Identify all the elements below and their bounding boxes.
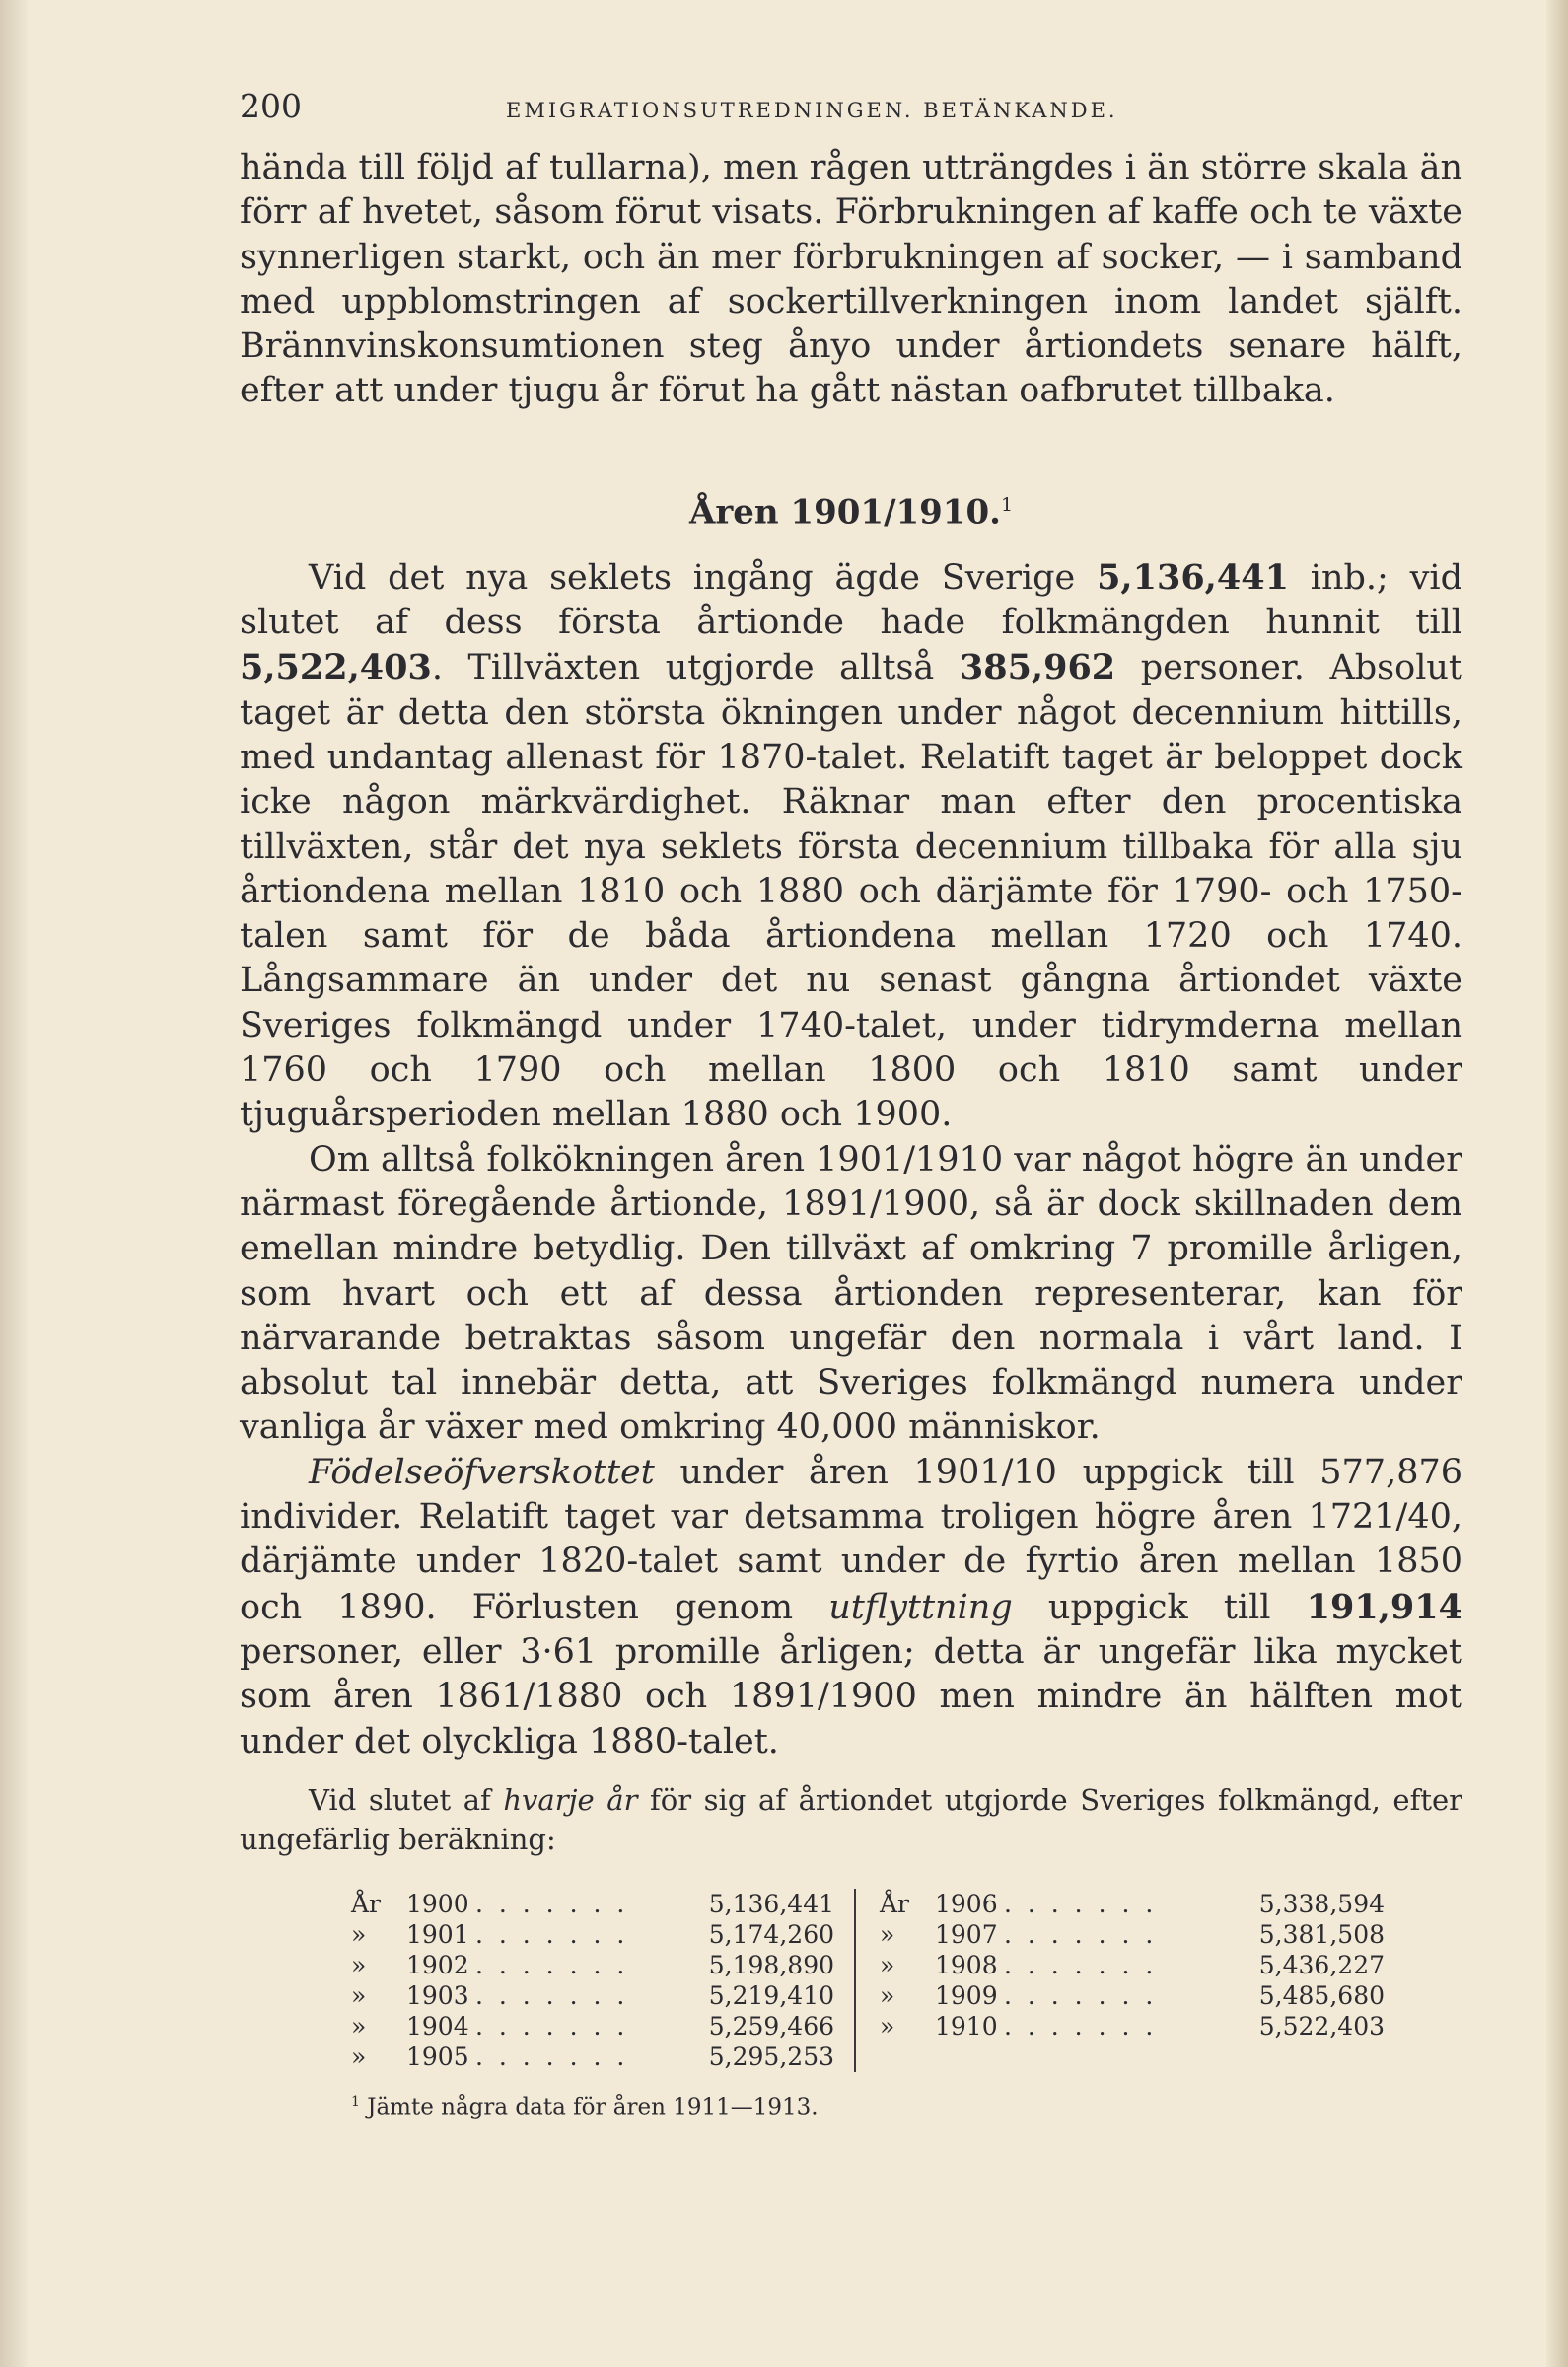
row-year: 1907 [935,1919,998,1949]
table-row [351,1980,834,2011]
footnote [351,2094,1462,2120]
text-run: under åren 1901/10 uppgick till 577,876 individer. Relatift taget var detsamma troligen högre åren 1721/40, därjämte under 1820-talet samt under de fyrtio åren mellan 1850 och 1890. Förlusten genom [240,1452,1462,1627]
paragraph-birth-surplus [240,1451,1462,1764]
term-each-year: hvarje år [503,1782,638,1817]
table-column-right [856,1889,1385,2072]
row-leader: . . . . . . . [475,1889,629,1918]
table-intro [240,1780,1462,1859]
paragraph-normal-growth: Om alltså folkökningen åren 1901/1910 var något högre än under närmast föregående årtionde, 1891/1900, så är dock skillnaden dem emellan mindre betydlig. Den tillväxt af omkring 7 promille årligen, som hvart och ett af dessa årtionden representerar, kan för närvarande betraktas såsom ungefär den normala i vårt land. I absolut tal innebär detta, att Sveriges folkmängd numera under vanliga år växer med omkring 40,000 människor. [240,1139,1462,1448]
row-year: 1903 [406,1980,469,2010]
row-year: 1909 [935,1980,998,2010]
row-year: 1900 [406,1889,469,1918]
text-run: uppgick till [1012,1587,1307,1627]
population-1910: 5,522,403 [240,647,432,688]
page-number: 200 [240,87,302,125]
row-leader: . . . . . . . [475,2011,629,2041]
paragraph-consumption: hända till följd af tullarna), men rågen utträngdes i än större skala än förr af hvetet, såsom förut visats. Förbrukningen af kaffe och te växte synnerligen starkt, och än mer förbrukningen af socker, — i samband med uppblomstringen af sockertillverkningen inom landet själft. Brännvinskonsumtionen steg ånyo under årtiondets senare hälft, efter att under tjugu år förut ha gått nästan oafbrutet tillbaka. [240,148,1462,411]
row-label: » [351,1950,367,1979]
population-table [351,1889,1462,2072]
row-leader: . . . . . . . [475,1980,629,2010]
row-label: » [880,2011,895,2041]
row-value: 5,522,403 [1258,2011,1385,2041]
page-content [240,87,1462,2119]
table-row [880,2011,1385,2042]
page-edge [1546,0,1568,2367]
row-value: 5,436,227 [1258,1950,1385,1979]
row-leader: . . . . . . . [1004,1919,1158,1949]
row-label: » [351,1980,367,2010]
row-label: År [880,1889,910,1918]
row-value: 5,338,594 [1258,1889,1385,1918]
row-label: » [880,1950,895,1979]
section-heading-text: Åren 1901/1910. [688,492,1001,533]
row-leader: . . . . . . . [1004,1980,1158,2010]
table-row [351,1950,834,1980]
row-leader: . . . . . . . [475,2042,629,2071]
row-label: » [880,1919,895,1949]
row-value: 5,485,680 [1258,1980,1385,2010]
footnote-marker: 1 [1000,493,1014,516]
row-value: 5,295,253 [708,2042,834,2071]
text-run: personer. Absolut taget är detta den största ökningen under något decennium hittills, med undantag allenast för 1870-talet. Relatift taget är beloppet dock icke någon märkvärdighet. Räknar man efter den procentiska tillväxten, står det nya seklets första decennium tillbaka för alla sju årtiondena mellan 1810 och 1880 och därjämte för 1790- och 1750-talen samt för de båda årtiondena mellan 1720 och 1740. Långsammare än under det nu senast gångna årtiondet växte Sveriges folkmängd under 1740-talet, under tidrymderna mellan 1760 och 1790 och mellan 1800 och 1810 samt under tjuguårsperioden mellan 1880 och 1900. [240,648,1462,1135]
population-increase: 385,962 [959,647,1116,688]
body-text-main [240,555,1462,1764]
row-label: » [880,1980,895,2010]
table-row [351,2011,834,2042]
table-row [880,1889,1385,1919]
section-heading [240,483,1462,533]
term-birth-surplus: Födelseöfverskottet [309,1452,655,1492]
row-label: » [351,1919,367,1949]
page-gutter-shadow [0,0,28,2367]
row-year: 1908 [935,1950,998,1979]
row-label: År [351,1889,382,1918]
running-head-title: EMIGRATIONSUTREDNINGEN. BETÄNKANDE. [506,99,1118,122]
row-year: 1902 [406,1950,469,1979]
table-row [880,1980,1385,2011]
row-leader: . . . . . . . [475,1950,629,1979]
text-run: personer, eller 3·61 promille årligen; detta är ungefär lika mycket som åren 1861/1880 och 1891/1900 men mindre än hälften mot under det olyckliga 1880-talet. [240,1631,1462,1761]
table-row [351,1919,834,1950]
row-year: 1910 [935,2011,998,2041]
row-value: 5,136,441 [708,1889,834,1918]
row-year: 1906 [935,1889,998,1918]
footnote-text: Jämte några data för åren 1911—1913. [367,2094,819,2120]
row-year: 1901 [406,1919,469,1949]
text-run: . Tillväxten utgjorde alltså [431,648,960,688]
text-run: Vid det nya seklets ingång ägde Sverige [309,557,1098,598]
paragraph-population-growth [240,555,1462,1138]
row-leader: . . . . . . . [475,1919,629,1949]
row-value: 5,381,508 [1258,1919,1385,1949]
row-year: 1904 [406,2011,469,2041]
population-1900: 5,136,441 [1097,556,1289,598]
row-leader: . . . . . . . [1004,1889,1158,1918]
footnote-number: 1 [351,2093,360,2110]
row-label: » [351,2011,367,2041]
table-row [880,1950,1385,1980]
emigration-loss: 191,914 [1306,1586,1462,1627]
text-run: Vid slutet af [309,1782,504,1817]
running-head [240,87,1462,146]
row-label: » [351,2042,367,2071]
row-value: 5,198,890 [708,1950,834,1979]
row-leader: . . . . . . . [1004,1950,1158,1979]
term-emigration: utflyttning [828,1587,1013,1627]
row-leader: . . . . . . . [1004,2011,1158,2041]
row-value: 5,174,260 [708,1919,834,1949]
table-row [351,1889,834,1919]
text-run: för sig af årtiondet utgjorde Sveriges folkmängd, efter ungefärlig beräkning: [240,1782,1462,1856]
table-row [880,1919,1385,1950]
text-run: inb.; vid slutet af dess första årtionde hade folkmängden hunnit till [240,557,1463,643]
table-column-left [351,1889,856,2072]
row-value: 5,219,410 [708,1980,834,2010]
row-year: 1905 [406,2042,469,2071]
table-row [351,2042,834,2072]
body-text-top [240,146,1462,414]
row-value: 5,259,466 [708,2011,834,2041]
